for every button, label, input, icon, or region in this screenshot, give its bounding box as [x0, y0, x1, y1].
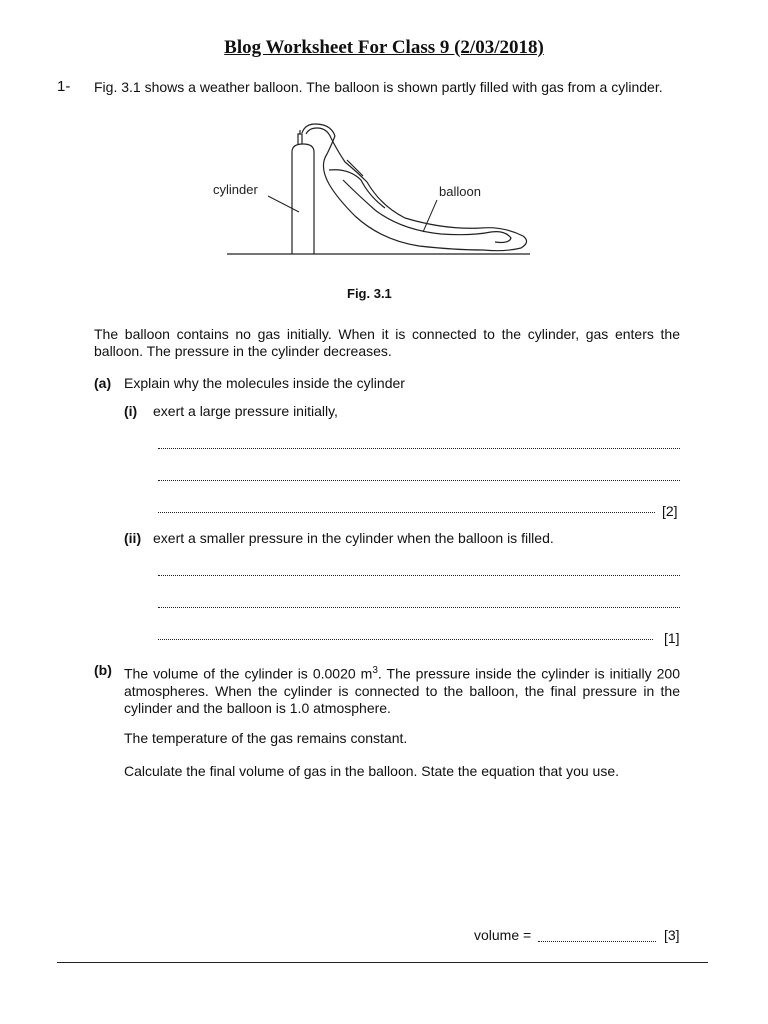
part-a-ii-label: (ii)	[124, 530, 142, 546]
part-a-i-label: (i)	[124, 403, 138, 419]
part-b-text-end: . The pressure inside the cylinder is initially 200 atmospheres. When the cylinder is connected to the balloon, the final pressure in the cylinder and the balloon is 1.0 atmosphere.	[124, 665, 680, 716]
footer-rule	[57, 962, 708, 963]
balloon-label: balloon	[439, 184, 481, 199]
cylinder-drawing	[292, 130, 314, 254]
weather-balloon-figure	[205, 120, 545, 270]
answer-line[interactable]	[158, 434, 680, 449]
volume-answer-label: volume =	[474, 927, 532, 943]
intro-paragraph: The balloon contains no gas initially. When it is connected to the cylinder, gas enters the balloon. The pressure in the cylinder decreases.	[94, 326, 680, 359]
part-a-i-text: exert a large pressure initially,	[153, 403, 338, 419]
part-b-text-3: Calculate the final volume of gas in the balloon. State the equation that you use.	[124, 763, 619, 779]
answer-line[interactable]	[158, 466, 680, 481]
part-a-ii-text: exert a smaller pressure in the cylinder when the balloon is filled.	[153, 530, 554, 546]
question-intro: Fig. 3.1 shows a weather balloon. The balloon is shown partly filled with gas from a cylinder.	[94, 79, 663, 95]
balloon-leader-line	[423, 200, 437, 232]
answer-line[interactable]	[158, 498, 655, 513]
answer-line[interactable]	[158, 561, 680, 576]
balloon-drawing	[302, 124, 527, 251]
part-a-text: Explain why the molecules inside the cylinder	[124, 375, 405, 391]
part-b-text	[124, 662, 680, 717]
cylinder-leader-line	[268, 196, 299, 212]
part-a-label: (a)	[94, 375, 112, 391]
page-title: Blog Worksheet For Class 9 (2/03/2018)	[224, 37, 544, 58]
answer-line[interactable]	[158, 625, 653, 640]
part-b-text-2: The temperature of the gas remains constant.	[124, 730, 408, 746]
cylinder-label: cylinder	[213, 182, 258, 197]
question-number: 1-	[57, 78, 71, 95]
marks-a-i: [2]	[662, 503, 678, 519]
marks-a-ii: [1]	[664, 630, 680, 646]
part-b-superscript: 3	[372, 665, 378, 676]
marks-b: [3]	[664, 927, 680, 943]
answer-line[interactable]	[158, 593, 680, 608]
part-b-label: (b)	[94, 662, 112, 678]
part-b-text-start: The volume of the cylinder is 0.0020 m	[124, 665, 373, 682]
volume-answer-field[interactable]	[538, 927, 656, 942]
figure-caption: Fig. 3.1	[347, 286, 392, 301]
